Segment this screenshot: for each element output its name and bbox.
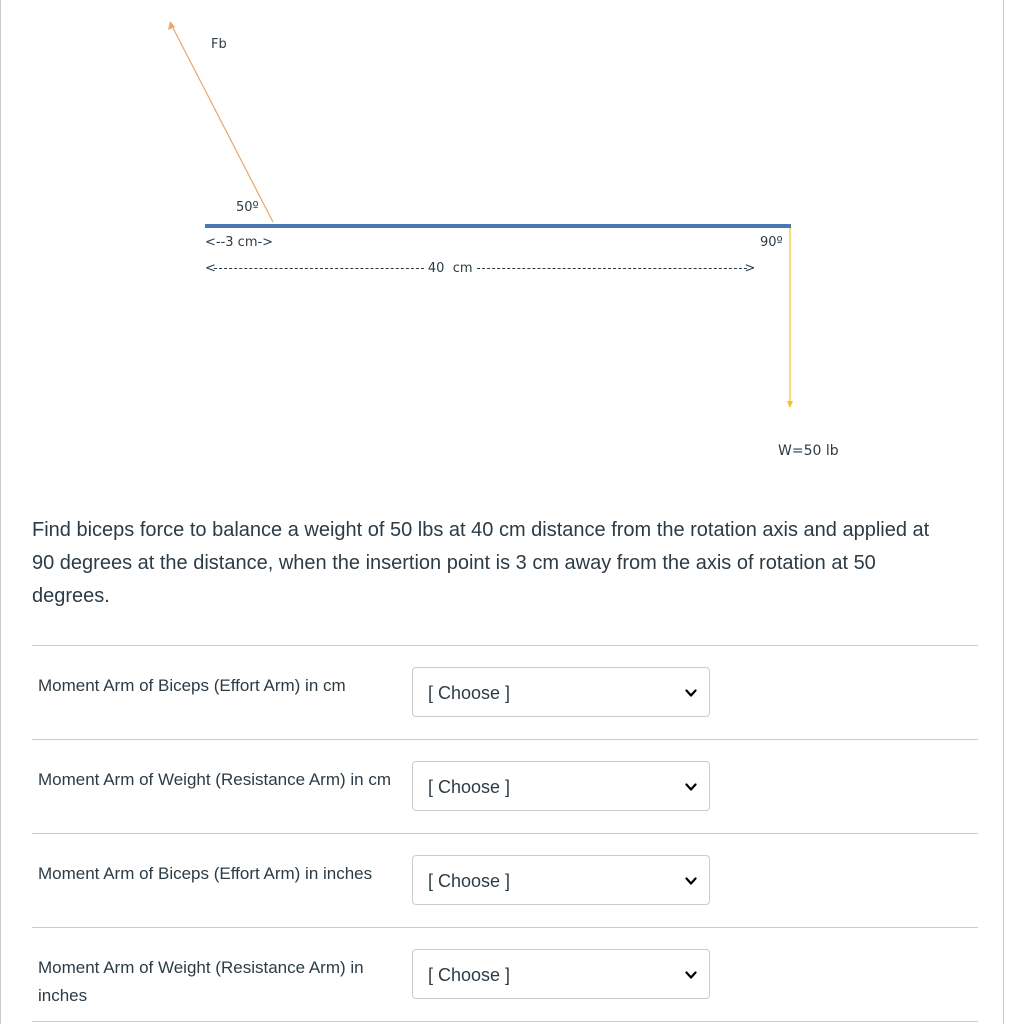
answer-row (32, 833, 978, 927)
chevron-down-icon (685, 969, 697, 981)
weight-label: W=50 lb (778, 443, 839, 459)
answer-label: Moment Arm of Biceps (Effort Arm) in inches (38, 864, 373, 883)
answer-row (32, 927, 978, 1022)
chevron-down-icon (685, 687, 697, 699)
dashes-right (477, 268, 747, 269)
answer-list (32, 645, 978, 1022)
answer-label: Moment Arm of Weight (Resistance Arm) in inches (38, 958, 364, 1005)
answer-row (32, 739, 978, 833)
lever-diagram-svg (0, 0, 1009, 480)
biceps-angle-label: 50º (236, 200, 259, 215)
weight-arrowhead (787, 401, 793, 408)
select-value: [ Choose ] (428, 683, 511, 703)
answer-select[interactable] (412, 949, 710, 999)
chevron-down-icon (685, 875, 697, 887)
dash-right-arrow: > (744, 261, 756, 276)
select-value: [ Choose ] (428, 871, 511, 891)
answer-row (32, 645, 978, 739)
select-value: [ Choose ] (428, 777, 511, 797)
biceps-force-vector (172, 26, 273, 222)
effort-distance-label: <--3 cm-> (205, 235, 274, 250)
resistance-distance-label: 40 cm (427, 261, 473, 276)
answer-select[interactable] (412, 761, 710, 811)
answer-select[interactable] (412, 667, 710, 717)
weight-angle-label: 90º (760, 235, 783, 250)
answer-select[interactable] (412, 855, 710, 905)
lever-diagram (0, 0, 1009, 480)
answer-label: Moment Arm of Weight (Resistance Arm) in cm (38, 770, 392, 789)
dash-left-arrow: < (205, 261, 216, 276)
select-value: [ Choose ] (428, 965, 511, 985)
question-body: Find biceps force to balance a weight of 50 lbs at 40 cm distance from the rotation axis and applied at 90 degrees at the distance, when the insertion point is 3 cm away from the axis of rotation at 50 degrees. (32, 519, 930, 607)
resistance-distance-line (205, 262, 755, 275)
force-label: Fb (211, 37, 227, 52)
chevron-down-icon (685, 781, 697, 793)
answer-label: Moment Arm of Biceps (Effort Arm) in cm (38, 676, 346, 695)
question-text (32, 514, 932, 613)
dashes-left (214, 268, 424, 269)
